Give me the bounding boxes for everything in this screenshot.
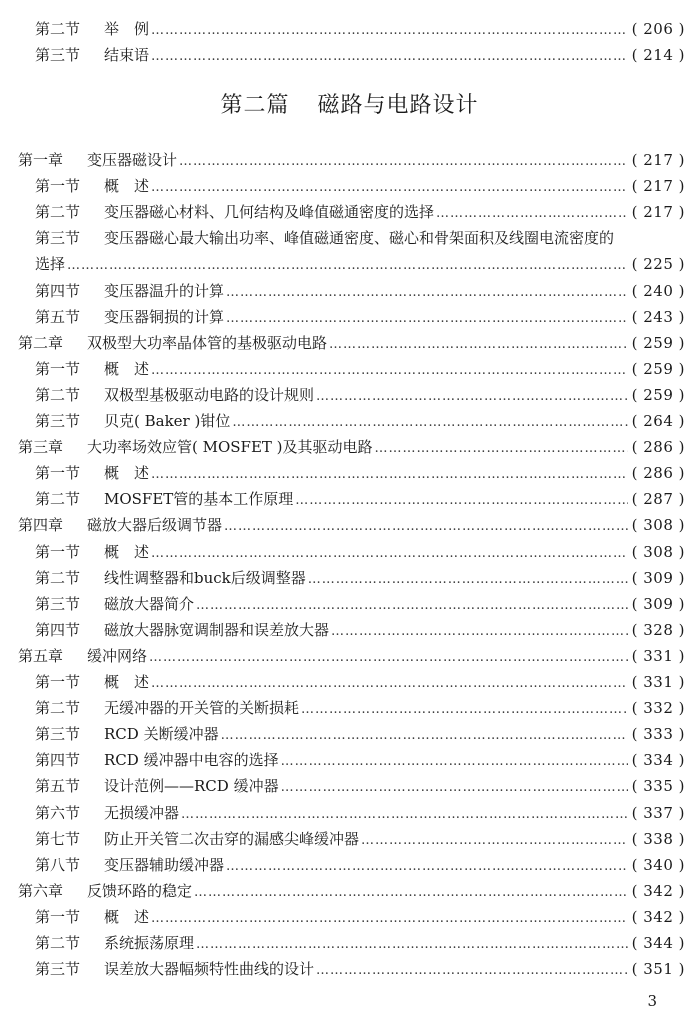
page-number: 3 [647,992,657,1010]
entry-number: 第一节 [35,464,81,483]
dot-leader [281,750,628,774]
entry-page: ( 309 ) [631,594,685,613]
toc-chapter-entry[interactable] [18,435,685,459]
entry-title: 磁放大器简介 [104,594,195,613]
dot-leader [221,724,628,748]
dot-leader [226,307,628,331]
entry-number: 第三节 [35,725,81,744]
toc-entry-continuation[interactable] [35,252,685,276]
entry-title-continued: 选择 [35,255,66,274]
entry-title: 大功率场效应管( MOSFET )及其驱动电路 [87,438,373,457]
entry-number: 第四节 [35,620,81,639]
dot-leader [181,803,628,827]
entry-number: 第六章 [18,881,64,900]
entry-title: 概 述 [104,464,150,483]
toc-entry[interactable] [35,17,685,41]
toc-entry[interactable] [35,487,685,511]
entry-page: ( 217 ) [631,177,685,196]
entry-number: 第一节 [35,542,81,561]
entry-title: MOSFET管的基本工作原理 [104,490,294,509]
entry-title: 缓冲网络 [87,646,148,665]
dot-leader [329,333,628,357]
entry-number: 第一节 [35,907,81,926]
entry-title: 双极型基极驱动电路的设计规则 [104,385,315,404]
part-title: 磁路与电路设计 [317,93,479,118]
toc-entry[interactable] [35,357,685,381]
entry-number: 第二节 [35,20,81,38]
entry-number: 第三章 [18,438,64,457]
entry-number: 第二节 [35,934,81,952]
dot-leader [151,45,628,69]
toc-entry[interactable] [35,722,685,746]
dot-leader [67,254,628,278]
dot-leader [316,959,628,983]
entry-page: ( 259 ) [631,385,685,404]
entry-title: RCD 关断缓冲器 [104,725,219,744]
toc-chapter-entry[interactable] [18,331,685,355]
entry-number: 第三节 [35,412,81,430]
entry-number: 第二节 [35,385,81,404]
entry-number: 第二节 [35,203,81,222]
toc-entry[interactable] [35,853,685,877]
entry-title: 误差放大器幅频特性曲线的设计 [104,960,315,979]
entry-page: ( 334 ) [631,751,685,770]
entry-title: 磁放大器脉宽调制器和误差放大器 [104,620,330,639]
entry-page: ( 309 ) [631,568,685,587]
toc-entry[interactable] [35,540,685,564]
toc-entry[interactable] [35,618,685,642]
entry-page: ( 344 ) [631,934,685,952]
toc-chapter-entry[interactable] [18,879,685,903]
dot-leader [151,542,628,566]
entry-page: ( 351 ) [631,960,685,979]
entry-title: 设计范例——RCD 缓冲器 [104,777,279,796]
toc-entry[interactable] [35,200,685,224]
toc-entry[interactable] [35,774,685,798]
entry-title: 双极型大功率晶体管的基极驱动电路 [87,333,328,352]
dot-leader [295,489,627,513]
entry-number: 第一节 [35,673,81,691]
entry-number: 第二节 [35,699,81,718]
dot-leader [226,281,628,305]
entry-number: 第四节 [35,281,81,300]
dot-leader [151,19,628,43]
entry-number: 第二节 [35,568,81,587]
entry-page: ( 342 ) [631,881,685,900]
dot-leader [151,907,628,931]
part-label: 第二篇 [220,93,290,118]
entry-title: 举 例 [104,20,150,38]
entry-title: 变压器磁心最大输出功率、峰值磁通密度、磁心和骨架面积及线圈电流密度的 [104,229,615,248]
entry-page: ( 286 ) [631,438,685,457]
toc-entry[interactable] [35,174,685,198]
entry-page: ( 333 ) [631,725,685,744]
entry-page: ( 308 ) [631,516,685,535]
entry-number: 第二节 [35,490,81,509]
entry-title: 变压器磁设计 [87,151,178,169]
entry-page: ( 286 ) [631,464,685,483]
dot-leader [331,620,628,644]
toc-entry[interactable] [35,748,685,772]
toc-entry[interactable] [35,409,685,433]
dot-leader [281,776,628,800]
entry-page: ( 342 ) [631,907,685,926]
entry-title: 无损缓冲器 [104,803,180,822]
entry-number: 第五节 [35,307,81,326]
dot-leader [375,437,628,461]
toc-entry[interactable] [35,801,685,825]
toc-entry[interactable] [35,931,685,955]
entry-page: ( 217 ) [631,203,685,222]
dot-leader [196,594,628,618]
toc-chapter-entry[interactable] [18,513,685,537]
entry-page: ( 331 ) [631,646,685,665]
entry-page: ( 206 ) [631,20,685,38]
entry-page: ( 259 ) [631,333,685,352]
entry-page: ( 217 ) [631,151,685,169]
entry-number: 第八节 [35,855,81,874]
toc-chapter-entry[interactable] [18,148,685,172]
entry-number: 第四节 [35,751,81,770]
dot-leader [151,672,628,696]
toc-entry[interactable] [35,566,685,590]
entry-number: 第一节 [35,177,81,196]
entry-page: ( 308 ) [631,542,685,561]
entry-number: 第三节 [35,960,81,979]
dot-leader [316,385,628,409]
dot-leader [436,202,628,226]
entry-number: 第七节 [35,829,81,848]
toc-entry[interactable] [35,226,685,250]
dot-leader [301,698,628,722]
entry-title: 变压器辅助缓冲器 [104,855,225,874]
dot-leader [149,646,628,670]
entry-number: 第六节 [35,803,81,822]
entry-page: ( 332 ) [631,699,685,718]
entry-title: 概 述 [104,359,150,378]
entry-number: 第五节 [35,777,81,796]
entry-page: ( 214 ) [631,46,685,64]
toc-entry[interactable] [35,696,685,720]
entry-title: 贝克( Baker )钳位 [104,412,231,430]
entry-page: ( 337 ) [631,803,685,822]
entry-page: ( 338 ) [631,829,685,848]
entry-title: 变压器温升的计算 [104,281,225,300]
dot-leader [196,933,628,957]
toc-entry[interactable] [35,670,685,694]
part-heading [0,88,699,119]
dot-leader [151,176,628,200]
entry-page: ( 225 ) [631,255,685,274]
entry-title: RCD 缓冲器中电容的选择 [104,751,279,770]
entry-page: ( 243 ) [631,307,685,326]
entry-title: 变压器铜损的计算 [104,307,225,326]
entry-title: 结束语 [104,46,150,64]
dot-leader [232,411,627,435]
dot-leader [361,829,628,853]
entry-title: 系统振荡原理 [104,934,195,952]
entry-title: 防止开关管二次击穿的漏感尖峰缓冲器 [104,829,360,848]
dot-leader [151,463,628,487]
dot-leader [194,881,628,905]
entry-title: 概 述 [104,907,150,926]
toc-entry[interactable] [35,461,685,485]
toc-entry[interactable] [35,957,685,981]
toc-entry[interactable] [35,305,685,329]
entry-title: 反馈环路的稳定 [87,881,193,900]
entry-title: 变压器磁心材料、几何结构及峰值磁通密度的选择 [104,203,435,222]
dot-leader [226,855,628,879]
entry-title: 线性调整器和buck后级调整器 [104,568,306,587]
entry-page: ( 331 ) [631,673,685,691]
entry-number: 第三节 [35,594,81,613]
entry-page: ( 340 ) [631,855,685,874]
toc-chapter-entry[interactable] [18,644,685,668]
entry-number: 第一章 [18,151,64,169]
toc-entry[interactable] [35,827,685,851]
entry-number: 第五章 [18,646,64,665]
entry-number: 第二章 [18,333,64,352]
toc-entry[interactable] [35,905,685,929]
entry-page: ( 240 ) [631,281,685,300]
entry-page: ( 259 ) [631,359,685,378]
dot-leader [179,150,628,174]
dot-leader [151,359,628,383]
toc-entry[interactable] [35,279,685,303]
entry-page: ( 328 ) [631,620,685,639]
dot-leader [224,515,628,539]
entry-title: 磁放大器后级调节器 [87,516,223,535]
entry-title: 概 述 [104,673,150,691]
toc-entry[interactable] [35,383,685,407]
entry-page: ( 264 ) [631,412,685,430]
entry-number: 第一节 [35,359,81,378]
entry-title: 概 述 [104,177,150,196]
toc-entry[interactable] [35,592,685,616]
toc-entry[interactable] [35,43,685,67]
entry-title: 概 述 [104,542,150,561]
entry-page: ( 335 ) [631,777,685,796]
entry-number: 第三节 [35,46,81,64]
entry-number: 第三节 [35,229,81,248]
entry-number: 第四章 [18,516,64,535]
entry-title: 无缓冲器的开关管的关断损耗 [104,699,300,718]
entry-page: ( 287 ) [631,490,685,509]
dot-leader [308,568,628,592]
